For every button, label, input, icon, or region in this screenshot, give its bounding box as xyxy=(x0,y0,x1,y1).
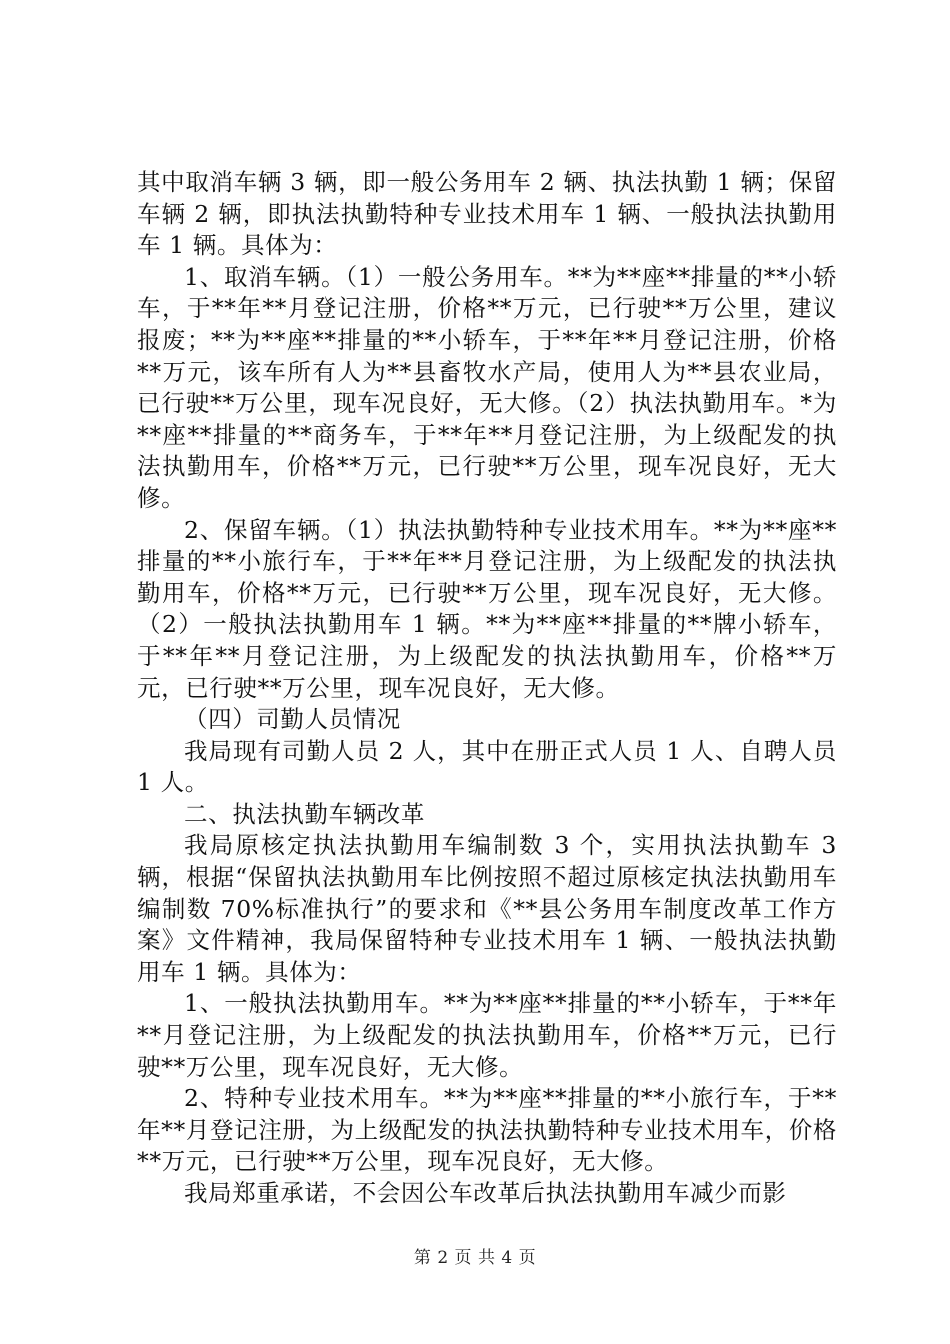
paragraph-7: 我局原核定执法执勤用车编制数 3 个，实用执法执勤车 3 辆，根据“保留执法执勤用车比例按照不超过原核定执法执勤用车编制数 70%标准执行”的要求和《**县公务用车制度改革工作方案》文件精神，我局保留特种专业技术用车 1 辆、一般执法执勤用车 1 辆。具体为： xyxy=(137,831,837,986)
paragraph-2: 1、取消车辆。（1）一般公务用车。**为**座**排量的**小轿车，于**年**月登记注册，价格**万元，已行驶**万公里，建议报废；**为**座**排量的**小轿车，于**年**月登记注册，价格**万元，该车所有人为**县畜牧水产局，使用人为**县农业局，已行驶**万公里，现车况良好，无大修。（2）执法执勤用车。*为**座**排量的**商务车，于**年**月登记注册，为上级配发的执法执勤用车，价格**万元，已行驶**万公里，现车况良好，无大修。 xyxy=(137,262,837,512)
paragraph-10: 我局郑重承诺，不会因公车改革后执法执勤用车减少而影 xyxy=(184,1179,787,1207)
section-heading-4: （四）司勤人员情况 xyxy=(184,705,401,734)
document-body xyxy=(137,167,837,1210)
paragraph-5: 我局现有司勤人员 2 人，其中在册正式人员 1 人、自聘人员 1 人。 xyxy=(137,736,837,797)
paragraph-9: 2、特种专业技术用车。**为**座**排量的**小旅行车，于**年**月登记注册，为上级配发的执法执勤特种专业技术用车，价格**万元，已行驶**万公里，现车况良好，无大修。 xyxy=(137,1084,837,1176)
paragraph-8: 1、一般执法执勤用车。**为**座**排量的**小轿车，于**年**月登记注册，为上级配发的执法执勤用车，价格**万元，已行驶**万公里，现车况良好，无大修。 xyxy=(137,989,837,1081)
paragraph-3: 2、保留车辆。（1）执法执勤特种专业技术用车。**为**座**排量的**小旅行车，于**年**月登记注册，为上级配发的执法执勤用车，价格**万元，已行驶**万公里，现车况良好，无大修。（2）一般执法执勤用车 1 辆。**为**座**排量的**牌小轿车，于**年**月登记注册，为上级配发的执法执勤用车，价格**万元，已行驶**万公里，现车况良好，无大修。 xyxy=(137,515,837,702)
page-number-footer: 第 2 页 共 4 页 xyxy=(413,1248,537,1268)
section-heading-2: 二、执法执勤车辆改革 xyxy=(184,799,425,828)
paragraph-1: 其中取消车辆 3 辆，即一般公务用车 2 辆、执法执勤 1 辆；保留车辆 2 辆，即执法执勤特种专业技术用车 1 辆、一般执法执勤用车 1 辆。具体为： xyxy=(137,168,837,260)
